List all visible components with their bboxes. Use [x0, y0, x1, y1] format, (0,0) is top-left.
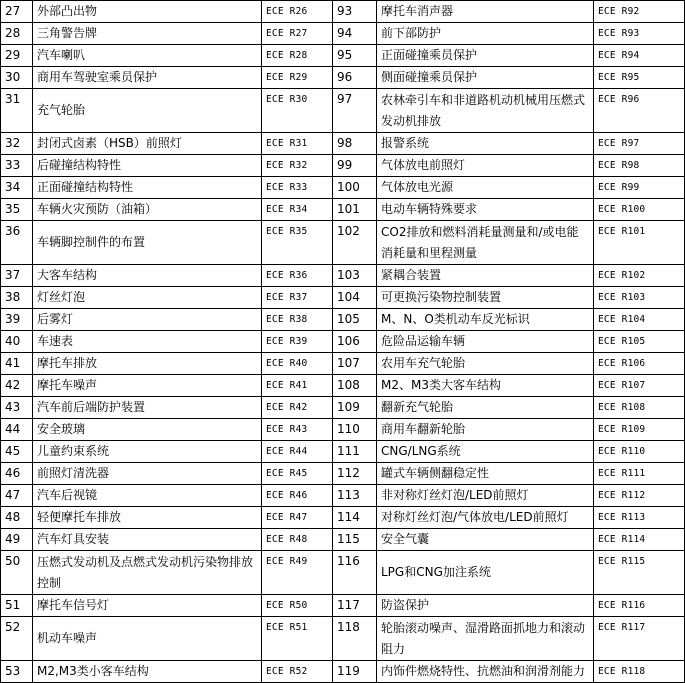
regulation-code-right: ECE R99 — [594, 177, 685, 199]
item-name-right: 农用车充气轮胎 — [377, 353, 594, 375]
regulation-code-left: ECE R27 — [262, 23, 333, 45]
table-row — [1, 89, 685, 133]
regulation-code-left: ECE R50 — [262, 595, 333, 617]
table-row — [1, 23, 685, 45]
item-name-left: 后碰撞结构特性 — [33, 155, 262, 177]
item-name-left: 车辆火灾预防（油箱） — [33, 199, 262, 221]
regulation-code-right: ECE R112 — [594, 485, 685, 507]
row-number-left: 33 — [1, 155, 33, 177]
item-name-left: 封闭式卤素（HSB）前照灯 — [33, 133, 262, 155]
row-number-right: 114 — [333, 507, 377, 529]
row-number-right: 95 — [333, 45, 377, 67]
regulation-table-body — [1, 1, 685, 683]
row-number-left: 51 — [1, 595, 33, 617]
table-row — [1, 529, 685, 551]
row-number-right: 99 — [333, 155, 377, 177]
item-name-right: 轮胎滚动噪声、湿滑路面抓地力和滚动阻力 — [377, 617, 594, 661]
regulation-code-left: ECE R48 — [262, 529, 333, 551]
row-number-left: 48 — [1, 507, 33, 529]
regulation-code-left: ECE R42 — [262, 397, 333, 419]
regulation-code-right: ECE R110 — [594, 441, 685, 463]
regulation-code-right: ECE R103 — [594, 287, 685, 309]
row-number-left: 50 — [1, 551, 33, 595]
row-number-left: 39 — [1, 309, 33, 331]
regulation-code-right: ECE R107 — [594, 375, 685, 397]
item-name-left: 汽车后视镜 — [33, 485, 262, 507]
regulation-code-left: ECE R43 — [262, 419, 333, 441]
row-number-right: 109 — [333, 397, 377, 419]
table-row — [1, 441, 685, 463]
table-row — [1, 617, 685, 661]
regulation-code-left: ECE R40 — [262, 353, 333, 375]
table-row — [1, 595, 685, 617]
regulation-code-right: ECE R115 — [594, 551, 685, 595]
table-row — [1, 551, 685, 595]
item-name-right: 内饰件燃烧特性、抗燃油和润滑剂能力 — [377, 661, 594, 683]
regulation-code-right: ECE R101 — [594, 221, 685, 265]
row-number-left: 44 — [1, 419, 33, 441]
regulation-code-right: ECE R102 — [594, 265, 685, 287]
item-name-right: 紧耦合装置 — [377, 265, 594, 287]
item-name-right: 气体放电光源 — [377, 177, 594, 199]
table-row — [1, 353, 685, 375]
item-name-left: 大客车结构 — [33, 265, 262, 287]
item-name-left: 儿童约束系统 — [33, 441, 262, 463]
regulation-code-left: ECE R39 — [262, 331, 333, 353]
row-number-left: 47 — [1, 485, 33, 507]
table-row — [1, 155, 685, 177]
regulation-code-left: ECE R49 — [262, 551, 333, 595]
row-number-right: 118 — [333, 617, 377, 661]
row-number-right: 119 — [333, 661, 377, 683]
item-name-left: 外部凸出物 — [33, 1, 262, 23]
row-number-left: 38 — [1, 287, 33, 309]
item-name-left: 摩托车排放 — [33, 353, 262, 375]
item-name-right: 翻新充气轮胎 — [377, 397, 594, 419]
row-number-right: 94 — [333, 23, 377, 45]
item-name-right: CO2排放和燃料消耗量测量和/或电能消耗量和里程测量 — [377, 221, 594, 265]
item-name-right: 前下部防护 — [377, 23, 594, 45]
regulation-code-left: ECE R30 — [262, 89, 333, 133]
regulation-code-right: ECE R94 — [594, 45, 685, 67]
item-name-left: 正面碰撞结构特性 — [33, 177, 262, 199]
item-name-left: 摩托车噪声 — [33, 375, 262, 397]
item-name-left: 后雾灯 — [33, 309, 262, 331]
regulation-code-left: ECE R35 — [262, 221, 333, 265]
table-row — [1, 419, 685, 441]
regulation-code-right: ECE R105 — [594, 331, 685, 353]
regulation-code-left: ECE R36 — [262, 265, 333, 287]
regulation-code-right: ECE R113 — [594, 507, 685, 529]
row-number-right: 113 — [333, 485, 377, 507]
item-name-left: 商用车驾驶室乘员保护 — [33, 67, 262, 89]
table-row — [1, 463, 685, 485]
regulation-code-left: ECE R47 — [262, 507, 333, 529]
item-name-left: 车辆脚控制件的布置 — [33, 221, 262, 265]
row-number-left: 34 — [1, 177, 33, 199]
regulation-code-right: ECE R97 — [594, 133, 685, 155]
table-row — [1, 507, 685, 529]
row-number-right: 96 — [333, 67, 377, 89]
item-name-right: 可更换污染物控制装置 — [377, 287, 594, 309]
row-number-left: 42 — [1, 375, 33, 397]
item-name-left: 三角警告牌 — [33, 23, 262, 45]
row-number-right: 116 — [333, 551, 377, 595]
row-number-left: 43 — [1, 397, 33, 419]
row-number-left: 45 — [1, 441, 33, 463]
row-number-left: 49 — [1, 529, 33, 551]
regulation-code-left: ECE R41 — [262, 375, 333, 397]
item-name-right: 防盗保护 — [377, 595, 594, 617]
regulation-code-left: ECE R34 — [262, 199, 333, 221]
regulation-code-right: ECE R92 — [594, 1, 685, 23]
item-name-left: 压燃式发动机及点燃式发动机污染物排放控制 — [33, 551, 262, 595]
row-number-right: 104 — [333, 287, 377, 309]
item-name-left: 汽车前后端防护装置 — [33, 397, 262, 419]
item-name-right: 摩托车消声器 — [377, 1, 594, 23]
row-number-left: 29 — [1, 45, 33, 67]
table-row — [1, 661, 685, 683]
regulation-code-left: ECE R45 — [262, 463, 333, 485]
regulation-code-left: ECE R28 — [262, 45, 333, 67]
table-row — [1, 199, 685, 221]
regulation-code-right: ECE R108 — [594, 397, 685, 419]
regulation-code-right: ECE R106 — [594, 353, 685, 375]
row-number-left: 35 — [1, 199, 33, 221]
regulation-code-left: ECE R33 — [262, 177, 333, 199]
regulation-code-right: ECE R93 — [594, 23, 685, 45]
item-name-left: 充气轮胎 — [33, 89, 262, 133]
regulation-code-right: ECE R98 — [594, 155, 685, 177]
regulation-code-right: ECE R104 — [594, 309, 685, 331]
row-number-left: 27 — [1, 1, 33, 23]
row-number-right: 98 — [333, 133, 377, 155]
item-name-right: 罐式车辆侧翻稳定性 — [377, 463, 594, 485]
item-name-right: 报警系统 — [377, 133, 594, 155]
regulation-code-left: ECE R52 — [262, 661, 333, 683]
row-number-right: 117 — [333, 595, 377, 617]
item-name-right: 侧面碰撞乘员保护 — [377, 67, 594, 89]
row-number-right: 105 — [333, 309, 377, 331]
table-row — [1, 133, 685, 155]
item-name-right: M2、M3类大客车结构 — [377, 375, 594, 397]
regulation-code-right: ECE R100 — [594, 199, 685, 221]
row-number-right: 97 — [333, 89, 377, 133]
regulation-code-left: ECE R37 — [262, 287, 333, 309]
table-row — [1, 397, 685, 419]
item-name-left: 车速表 — [33, 331, 262, 353]
row-number-right: 102 — [333, 221, 377, 265]
row-number-left: 52 — [1, 617, 33, 661]
row-number-right: 106 — [333, 331, 377, 353]
table-row — [1, 331, 685, 353]
table-row — [1, 485, 685, 507]
regulation-code-left: ECE R26 — [262, 1, 333, 23]
regulation-code-right: ECE R96 — [594, 89, 685, 133]
row-number-right: 111 — [333, 441, 377, 463]
regulation-code-right: ECE R111 — [594, 463, 685, 485]
row-number-right: 103 — [333, 265, 377, 287]
item-name-left: 汽车灯具安装 — [33, 529, 262, 551]
item-name-right: 正面碰撞乘员保护 — [377, 45, 594, 67]
regulation-code-right: ECE R118 — [594, 661, 685, 683]
regulation-code-left: ECE R32 — [262, 155, 333, 177]
item-name-left: 摩托车信号灯 — [33, 595, 262, 617]
item-name-right: 气体放电前照灯 — [377, 155, 594, 177]
regulation-code-left: ECE R46 — [262, 485, 333, 507]
item-name-left: M2,M3类小客车结构 — [33, 661, 262, 683]
item-name-right: 农林牵引车和非道路机动机械用压燃式发动机排放 — [377, 89, 594, 133]
item-name-right: LPG和CNG加注系统 — [377, 551, 594, 595]
item-name-right: 电动车辆特殊要求 — [377, 199, 594, 221]
regulation-code-left: ECE R51 — [262, 617, 333, 661]
row-number-left: 32 — [1, 133, 33, 155]
row-number-left: 31 — [1, 89, 33, 133]
row-number-right: 93 — [333, 1, 377, 23]
regulation-code-left: ECE R29 — [262, 67, 333, 89]
row-number-right: 115 — [333, 529, 377, 551]
row-number-left: 36 — [1, 221, 33, 265]
row-number-right: 110 — [333, 419, 377, 441]
regulation-code-right: ECE R114 — [594, 529, 685, 551]
item-name-right: 危险品运输车辆 — [377, 331, 594, 353]
table-row — [1, 45, 685, 67]
row-number-left: 30 — [1, 67, 33, 89]
row-number-left: 53 — [1, 661, 33, 683]
table-row — [1, 221, 685, 265]
row-number-left: 28 — [1, 23, 33, 45]
table-row — [1, 309, 685, 331]
row-number-left: 40 — [1, 331, 33, 353]
item-name-right: 商用车翻新轮胎 — [377, 419, 594, 441]
item-name-left: 机动车噪声 — [33, 617, 262, 661]
item-name-left: 汽车喇叭 — [33, 45, 262, 67]
item-name-right: M、N、O类机动车反光标识 — [377, 309, 594, 331]
item-name-left: 前照灯清洗器 — [33, 463, 262, 485]
regulation-code-left: ECE R31 — [262, 133, 333, 155]
table-row — [1, 67, 685, 89]
row-number-right: 108 — [333, 375, 377, 397]
item-name-right: 安全气囊 — [377, 529, 594, 551]
regulation-code-left: ECE R38 — [262, 309, 333, 331]
item-name-right: CNG/LNG系统 — [377, 441, 594, 463]
regulation-code-left: ECE R44 — [262, 441, 333, 463]
table-row — [1, 177, 685, 199]
item-name-right: 对称灯丝灯泡/气体放电/LED前照灯 — [377, 507, 594, 529]
row-number-left: 41 — [1, 353, 33, 375]
regulation-code-right: ECE R95 — [594, 67, 685, 89]
table-row — [1, 287, 685, 309]
item-name-left: 灯丝灯泡 — [33, 287, 262, 309]
item-name-left: 轻便摩托车排放 — [33, 507, 262, 529]
regulation-code-right: ECE R117 — [594, 617, 685, 661]
regulation-code-right: ECE R109 — [594, 419, 685, 441]
row-number-right: 112 — [333, 463, 377, 485]
row-number-right: 101 — [333, 199, 377, 221]
row-number-left: 46 — [1, 463, 33, 485]
row-number-left: 37 — [1, 265, 33, 287]
table-row — [1, 375, 685, 397]
table-row — [1, 1, 685, 23]
row-number-right: 100 — [333, 177, 377, 199]
row-number-right: 107 — [333, 353, 377, 375]
regulation-code-right: ECE R116 — [594, 595, 685, 617]
table-row — [1, 265, 685, 287]
item-name-right: 非对称灯丝灯泡/LED前照灯 — [377, 485, 594, 507]
item-name-left: 安全玻璃 — [33, 419, 262, 441]
